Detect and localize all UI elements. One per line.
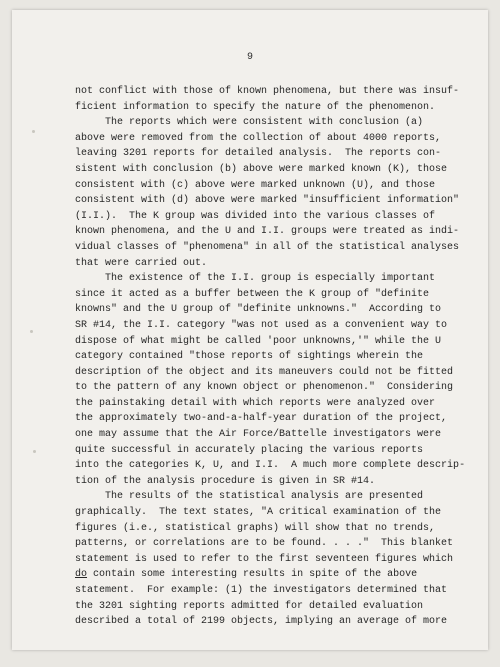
text-line: statement. For example: (1) the investigators determined that [75, 585, 448, 596]
text-line: tion of the analysis procedure is given in SR #14. [75, 475, 376, 487]
text-line: dispose of what might be called 'poor unknowns,'" while the U [75, 335, 442, 347]
text-line: patterns, or correlations are to be found. . . ." This blanket [75, 538, 454, 550]
text-line: not conflict with those of known phenomena, but there was insuf- [75, 86, 460, 97]
margin-marks [30, 120, 40, 520]
text-line: (I.I.). The K group was divided into the various classes of [75, 210, 436, 222]
text-line: leaving 3201 reports for detailed analysis. The reports con- [75, 148, 442, 160]
text-line: description of the object and its maneuvers could not be fitted [75, 366, 454, 378]
text-line: statement is used to refer to the first seventeen figures which [75, 553, 454, 565]
text-line: The results of the statistical analysis are presented [75, 491, 424, 503]
body-text [75, 84, 466, 630]
text-line: into the categories K, U, and I.I. A much more complete descrip- [75, 460, 466, 472]
text-line: known phenomena, and the U and I.I. groups were treated as indi- [75, 226, 460, 238]
text-line: vidual classes of "phenomena" in all of the statistical analyses [75, 241, 460, 253]
text-line: The reports which were consistent with conclusion (a) [75, 117, 424, 129]
underlined-word: do [75, 569, 88, 581]
text-line: the 3201 sighting reports admitted for detailed evaluation [75, 600, 424, 612]
margin-mark [32, 130, 35, 133]
text-line: sistent with conclusion (b) above were marked known (K), those [75, 163, 448, 175]
text-line: the approximately two-and-a-half-year duration of the project, [75, 413, 448, 425]
text-line: graphically. The text states, "A critical examination of the [75, 507, 442, 519]
text-line-rest: contain some interesting results in spite of the above [93, 569, 418, 581]
text-line: quite successful in accurately placing the various reports [75, 444, 424, 456]
text-line: ficient information to specify the nature of the phenomenon. [75, 101, 436, 113]
text-line: above were removed from the collection of about 4000 reports, [75, 132, 442, 144]
text-line: knowns" and the U group of "definite unknowns." According to [75, 304, 442, 316]
text-line: SR #14, the I.I. category "was not used as a convenient way to [75, 319, 448, 331]
text-line: described a total of 2199 objects, implying an average of more [75, 616, 448, 628]
text-line: category contained "those reports of sightings wherein the [75, 351, 424, 363]
text-line-with-underline [75, 567, 455, 583]
text-line: to the pattern of any known object or phenomenon." Considering [75, 382, 454, 394]
text-line: figures (i.e., statistical graphs) will show that no trends, [75, 522, 436, 534]
text-line: that were carried out. [75, 257, 208, 269]
text-line: one may assume that the Air Force/Battelle investigators were [75, 429, 442, 441]
text-line: the painstaking detail with which reports were analyzed over [75, 397, 436, 409]
text-line: consistent with (d) above were marked "insufficient information" [75, 195, 460, 207]
margin-mark [30, 330, 33, 333]
page-number: 9 [246, 52, 253, 63]
text-line: consistent with (c) above were marked unknown (U), and those [75, 179, 436, 191]
margin-mark [33, 450, 36, 453]
text-line: since it acted as a buffer between the K group of "definite [75, 288, 430, 300]
text-line: The existence of the I.I. group is especially important [75, 273, 436, 285]
